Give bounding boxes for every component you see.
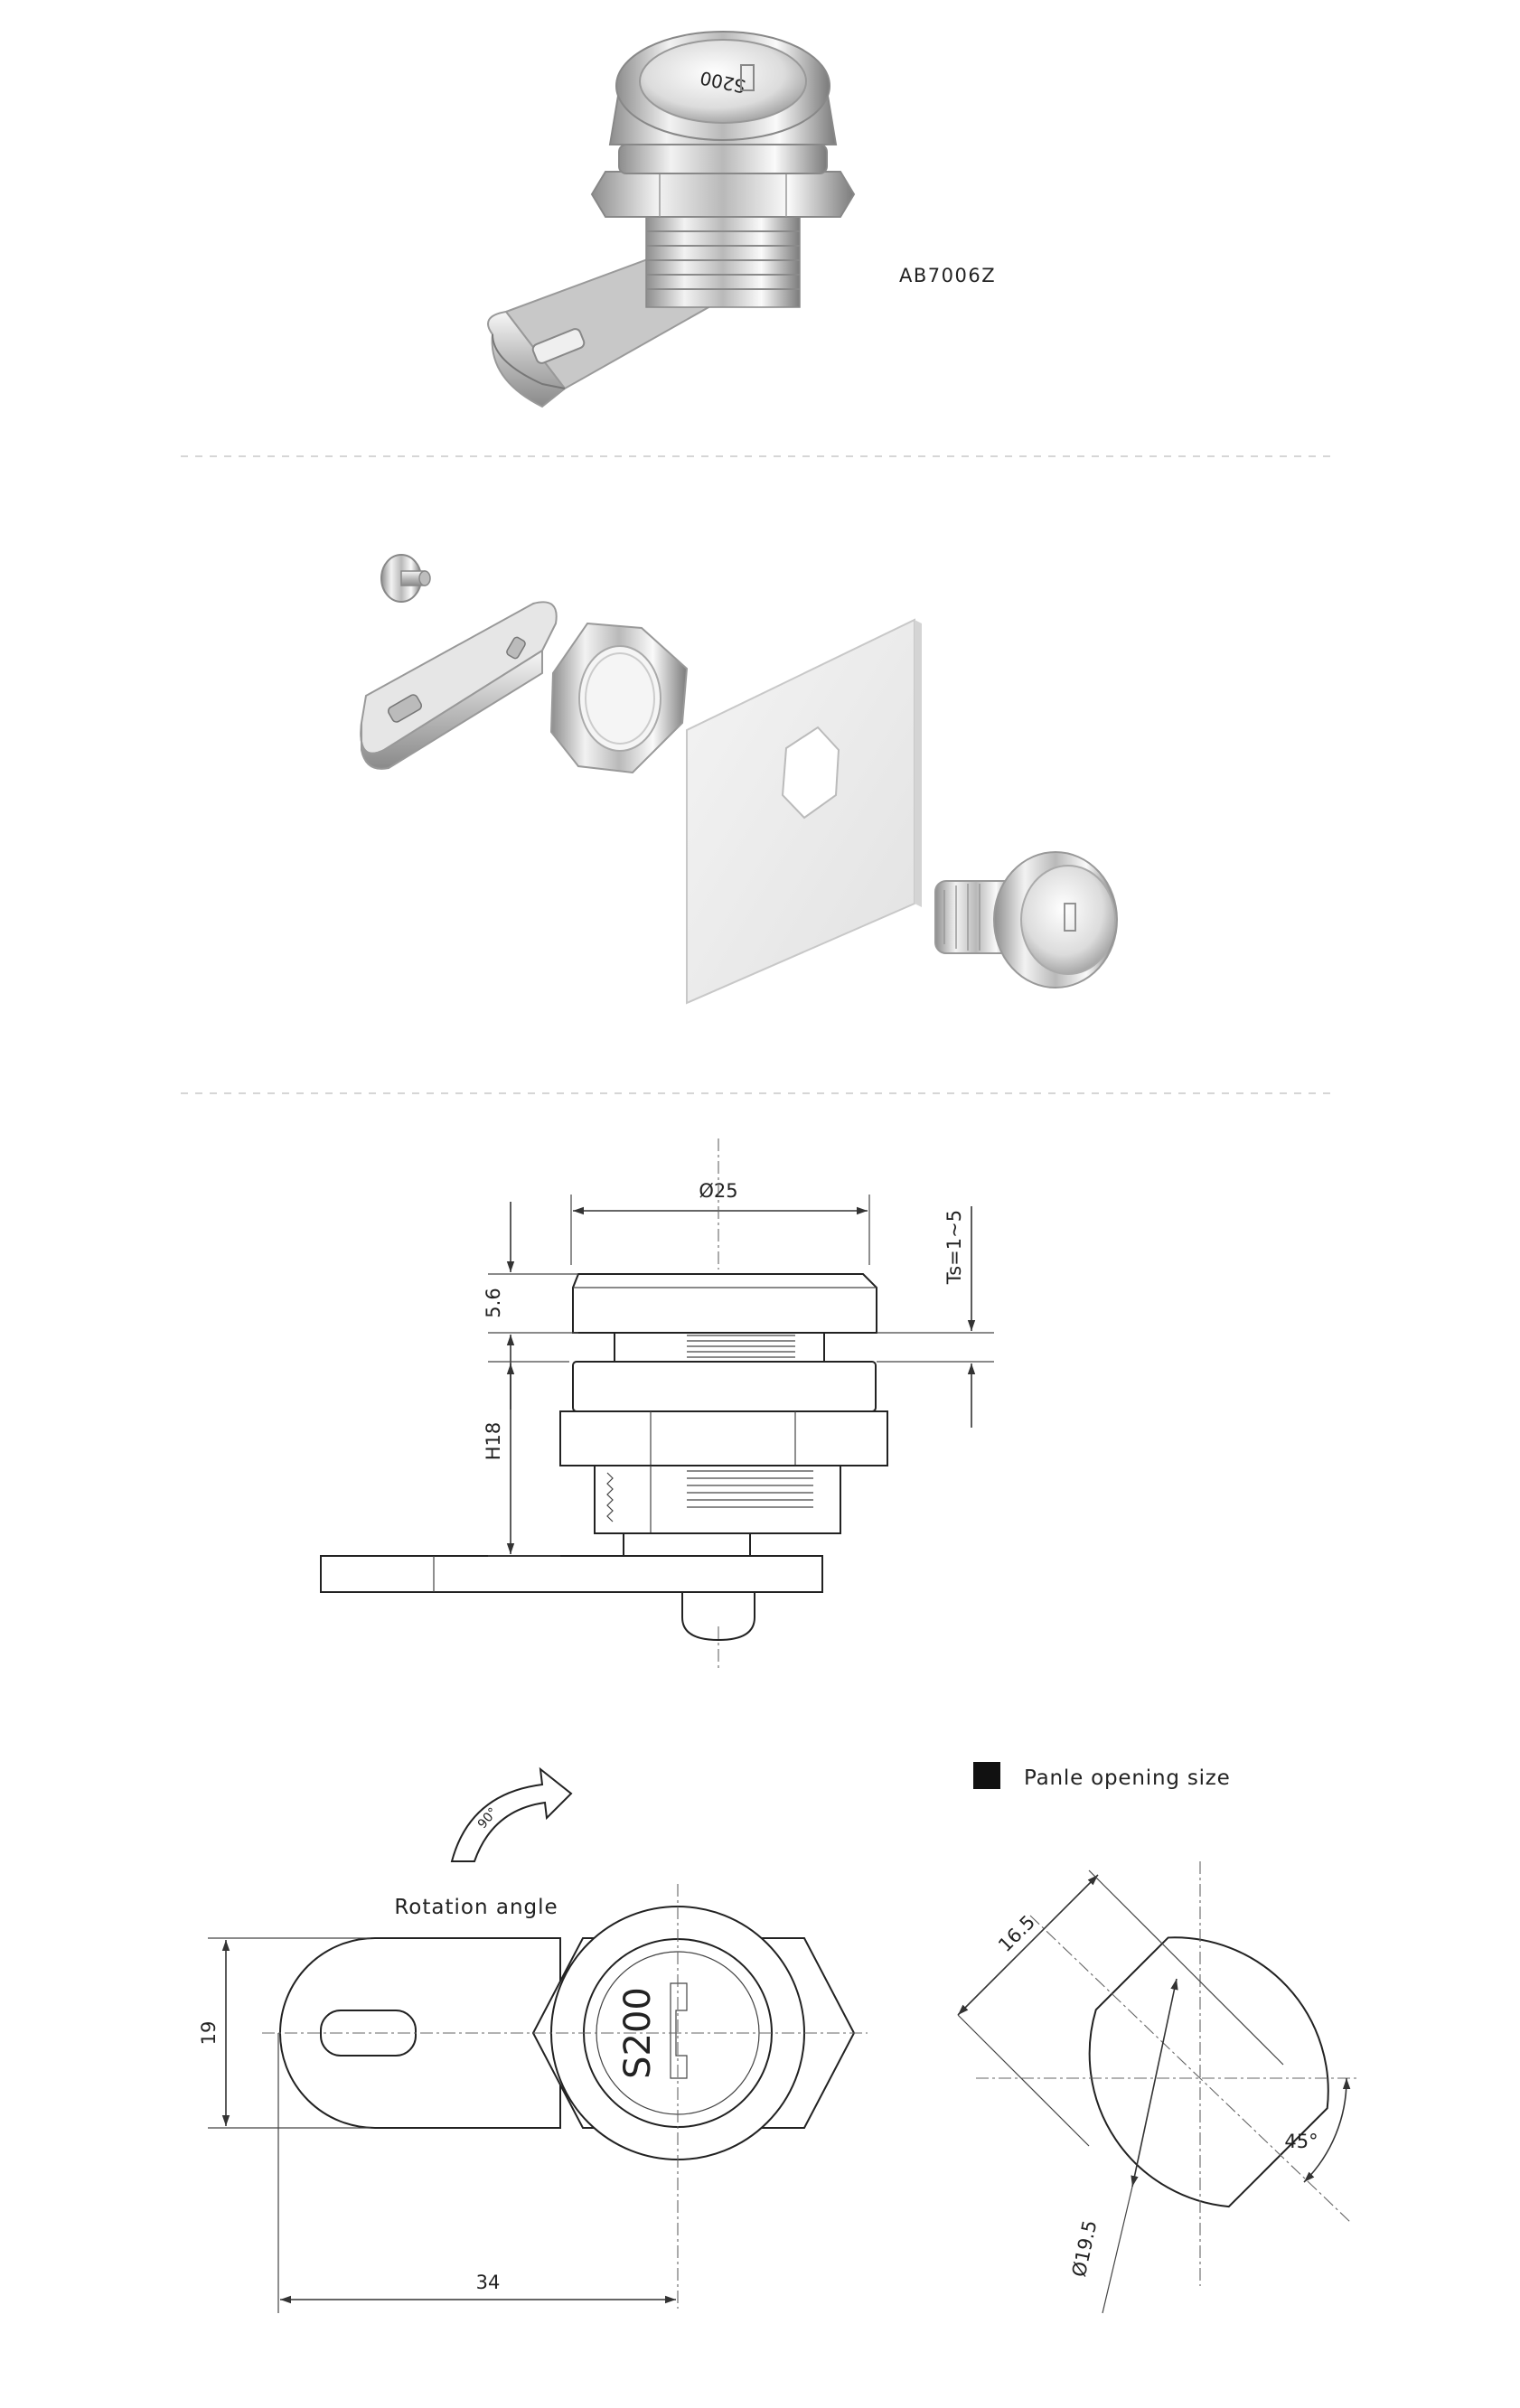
model-label: AB7006Z — [899, 265, 997, 286]
flat-size-dimension: 16.5 — [994, 1911, 1040, 1957]
panel-thickness-dimension: Ts=1~5 — [943, 1209, 965, 1285]
head-height-dimension: 5.6 — [483, 1288, 504, 1318]
cutout-shape — [1039, 1903, 1368, 2232]
exploded-view — [361, 555, 1117, 1003]
key-code-engraving: S200 — [698, 66, 748, 98]
hex-nut-exploded — [551, 623, 687, 773]
screw-part — [381, 555, 430, 602]
panel-exploded — [687, 620, 922, 1003]
lock-head — [610, 32, 836, 145]
washer — [619, 145, 827, 173]
side-view-drawing — [321, 1138, 994, 1672]
rotation-arrow-icon — [452, 1769, 571, 1861]
panel-opening-legend: Panle opening size — [1024, 1766, 1231, 1790]
diameter-dimension: Ø25 — [699, 1180, 738, 1202]
cam-width-dimension: 19 — [198, 2020, 220, 2046]
legend-square-icon — [973, 1762, 1000, 1789]
rotation-angle-label: Rotation angle — [394, 1896, 558, 1919]
cam-plate-exploded — [361, 602, 556, 769]
body-height-dimension: H18 — [483, 1421, 504, 1461]
lock-exploded — [935, 852, 1117, 988]
key-code-label: S200 — [617, 1987, 659, 2079]
front-view-drawing — [198, 1769, 868, 2313]
panel-opening-drawing — [958, 1762, 1368, 2313]
product-render — [488, 32, 996, 407]
cutout-diameter-dimension: Ø19.5 — [1067, 2218, 1102, 2279]
rotation-value: 90° — [474, 1804, 502, 1832]
angle-dimension: 45° — [1284, 2131, 1318, 2152]
cam-length-dimension: 34 — [475, 2272, 501, 2293]
hex-nut — [592, 172, 854, 217]
